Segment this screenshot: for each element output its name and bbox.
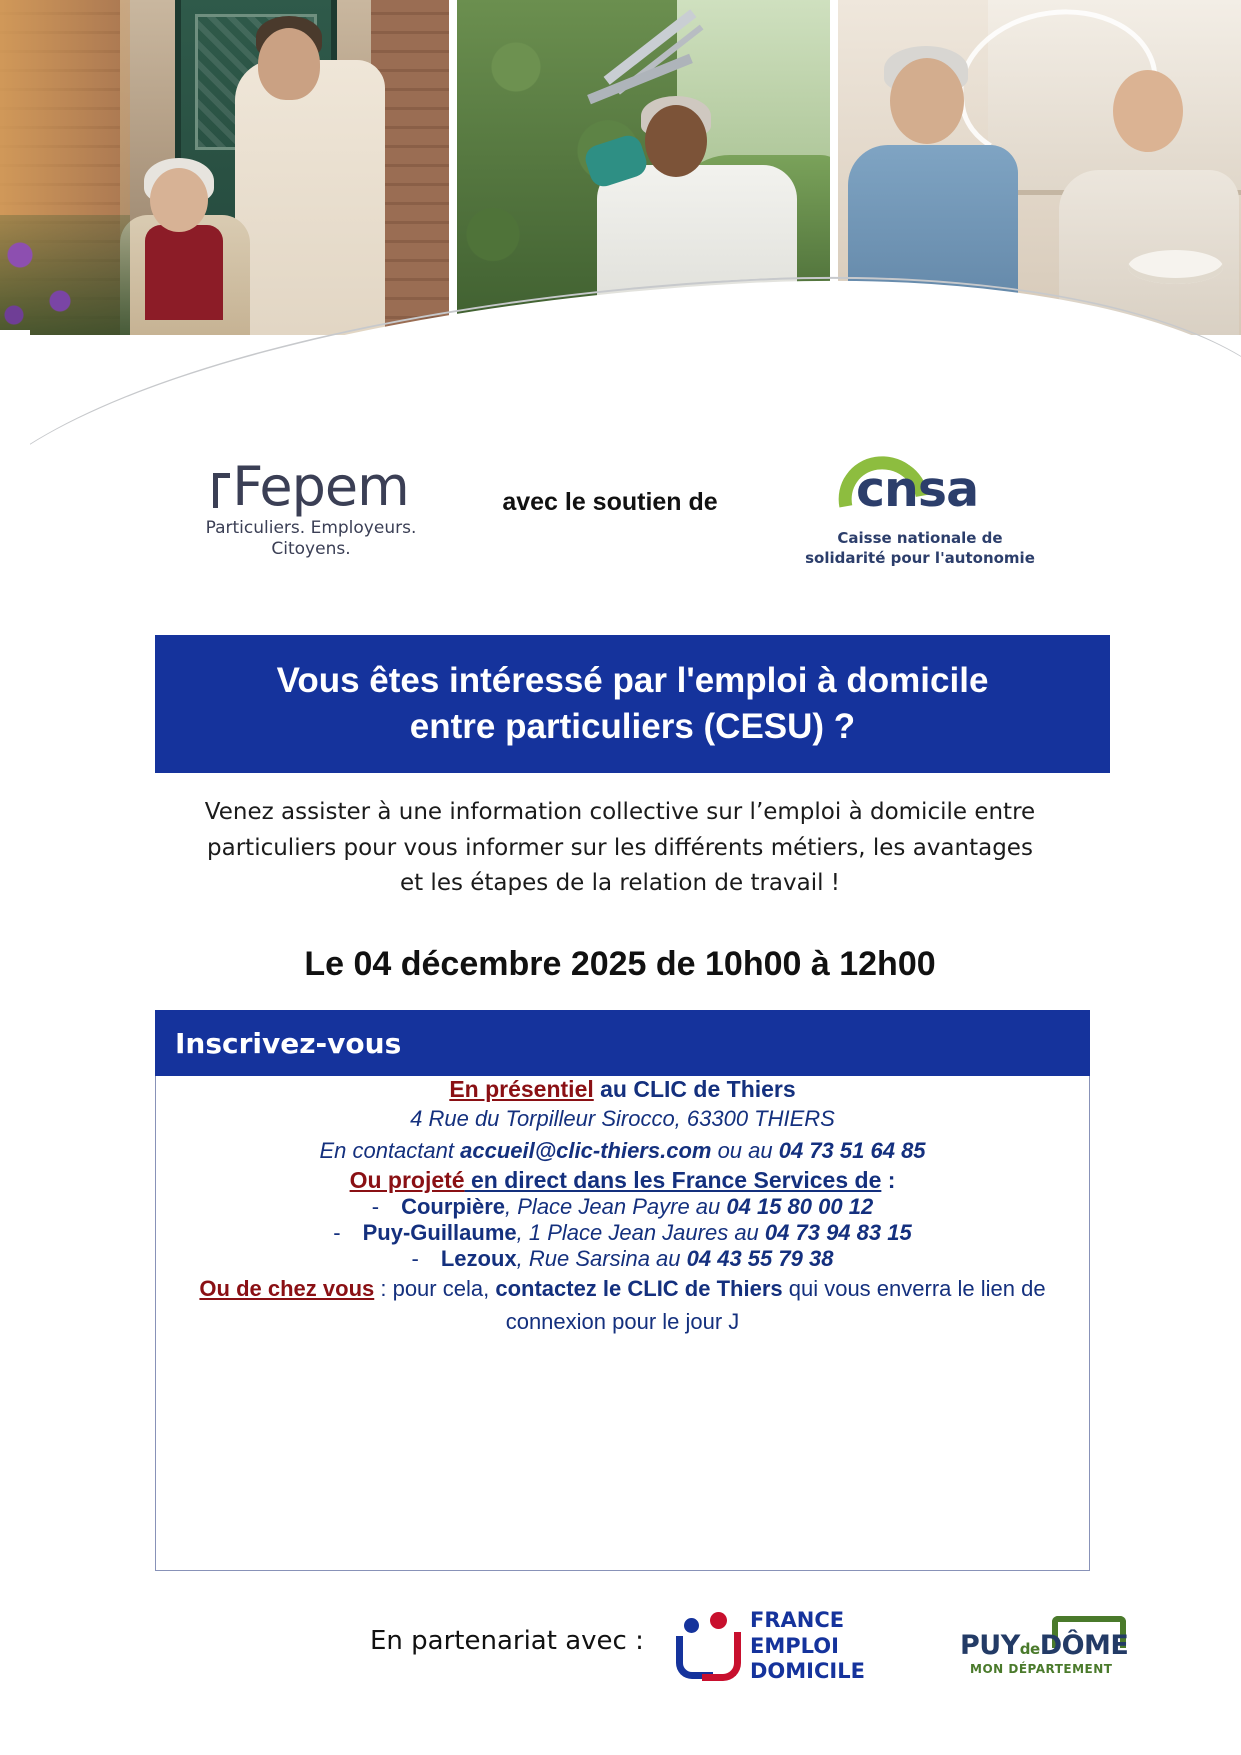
fs-phone-2: 04 73 94 83 15 [764, 1219, 912, 1245]
cnsa-mark [800, 455, 1040, 525]
fed-line2: EMPLOI [750, 1633, 839, 1658]
fepem-tagline-line1: Particuliers. Employeurs. [205, 518, 417, 538]
cnsa-tagline-line2: solidarité pour l'autonomie [805, 548, 1035, 567]
presentiel-red: En présentiel [449, 1076, 594, 1102]
partnership-label: En partenariat avec : [370, 1626, 644, 1656]
address-contact-prefix: En contactant [319, 1137, 461, 1163]
bullet-dash-2: - [333, 1219, 341, 1245]
fepem-tagline-line2: Citoyens. [271, 539, 351, 560]
fepem-bar-icon [213, 473, 230, 508]
photo-row [0, 0, 1241, 335]
fs-address-1: , Place Jean Payre au [505, 1193, 727, 1219]
from-home-line [156, 1272, 1089, 1338]
pdd-dome: DÔME [1039, 1630, 1129, 1661]
cnsa-wordmark: cnsa [856, 461, 979, 518]
registration-header [155, 1010, 1090, 1076]
projete-red: Ou projeté [349, 1166, 465, 1193]
from-home-mid2: qui vous enverra le lien de connexion pour le jour J [505, 1275, 1046, 1334]
from-home-bold: contactez le CLIC de Thiers [495, 1275, 783, 1301]
partners-footer [0, 1600, 1241, 1720]
from-home-red: Ou de chez vous [199, 1275, 375, 1301]
fs-address-2: , 1 Place Jean Jaures au [516, 1219, 765, 1245]
event-date: Le 04 décembre 2025 de 10h00 à 12h00 [304, 945, 936, 983]
page-title-line1: Vous êtes intéressé par l'emploi à domicile [276, 660, 989, 700]
bullet-dash-3: - [411, 1245, 419, 1271]
registration-header-label: Inscrivez-vous [175, 1026, 402, 1060]
registration-body [155, 1076, 1090, 1571]
list-item [156, 1194, 1089, 1220]
fs-phone-3: 04 43 55 79 38 [686, 1245, 834, 1271]
fepem-name: Fepem [232, 455, 409, 518]
fed-line1: FRANCE [750, 1608, 845, 1632]
puy-de-dome-logo [960, 1618, 1150, 1678]
presentiel-rest: au CLIC de Thiers [593, 1076, 796, 1102]
page-title [251, 658, 1015, 750]
cnsa-tagline [800, 529, 1040, 568]
pdd-puy: PUY [960, 1630, 1020, 1661]
contact-email: accueil@clic-thiers.com [460, 1137, 712, 1163]
from-home-mid1: : pour cela, [374, 1275, 496, 1301]
fepem-wordmark [186, 455, 436, 518]
header-photo-band [0, 0, 1241, 500]
cnsa-tagline-line1: Caisse nationale de [837, 529, 1003, 547]
cnsa-logo [800, 455, 1040, 568]
clic-address [156, 1103, 1089, 1167]
address-contact-mid: ou au [711, 1137, 779, 1163]
fed-line3: DOMICILE [750, 1659, 865, 1684]
photo-caregiver-doorway [0, 0, 449, 335]
intro-paragraph: Venez assister à une information collective sur l’emploi à domicile entre particuliers pour vous informer sur les différents métiers, les avantages et les étapes de la relation de travail ! [204, 799, 1036, 897]
title-banner [155, 635, 1110, 773]
address-line1: 4 Rue du Torpilleur Sirocco, 63300 THIERS [410, 1106, 835, 1131]
projete-rest: en direct dans les France Services de [464, 1166, 882, 1193]
presentiel-line [156, 1076, 1089, 1103]
puy-de-dome-tagline: MON DÉPARTEMENT [970, 1662, 1113, 1676]
contact-phone: 04 73 51 64 85 [778, 1137, 926, 1163]
fs-city-3: Lezoux [440, 1245, 517, 1271]
projete-line [156, 1167, 1089, 1194]
fs-city-1: Courpière [401, 1193, 506, 1219]
fs-address-3: , Rue Sarsina au [516, 1245, 687, 1271]
france-emploi-domicile-wordmark [750, 1608, 865, 1685]
projete-colon: : [881, 1166, 896, 1193]
support-text: avec le soutien de [502, 488, 718, 516]
logos-row [0, 455, 1241, 590]
list-item [156, 1246, 1089, 1272]
france-emploi-domicile-logo [672, 1604, 902, 1684]
fepem-logo [186, 455, 436, 561]
fepem-tagline [186, 518, 436, 561]
pdd-de: de [1019, 1640, 1040, 1658]
people-icon [672, 1612, 742, 1674]
bullet-dash-1: - [371, 1193, 380, 1219]
list-item [156, 1220, 1089, 1246]
puy-de-dome-wordmark [960, 1630, 1128, 1661]
page-title-line2: entre particuliers (CESU) ? [409, 707, 856, 746]
fs-city-2: Puy-Guillaume [362, 1219, 517, 1245]
fs-phone-1: 04 15 80 00 12 [726, 1193, 874, 1219]
